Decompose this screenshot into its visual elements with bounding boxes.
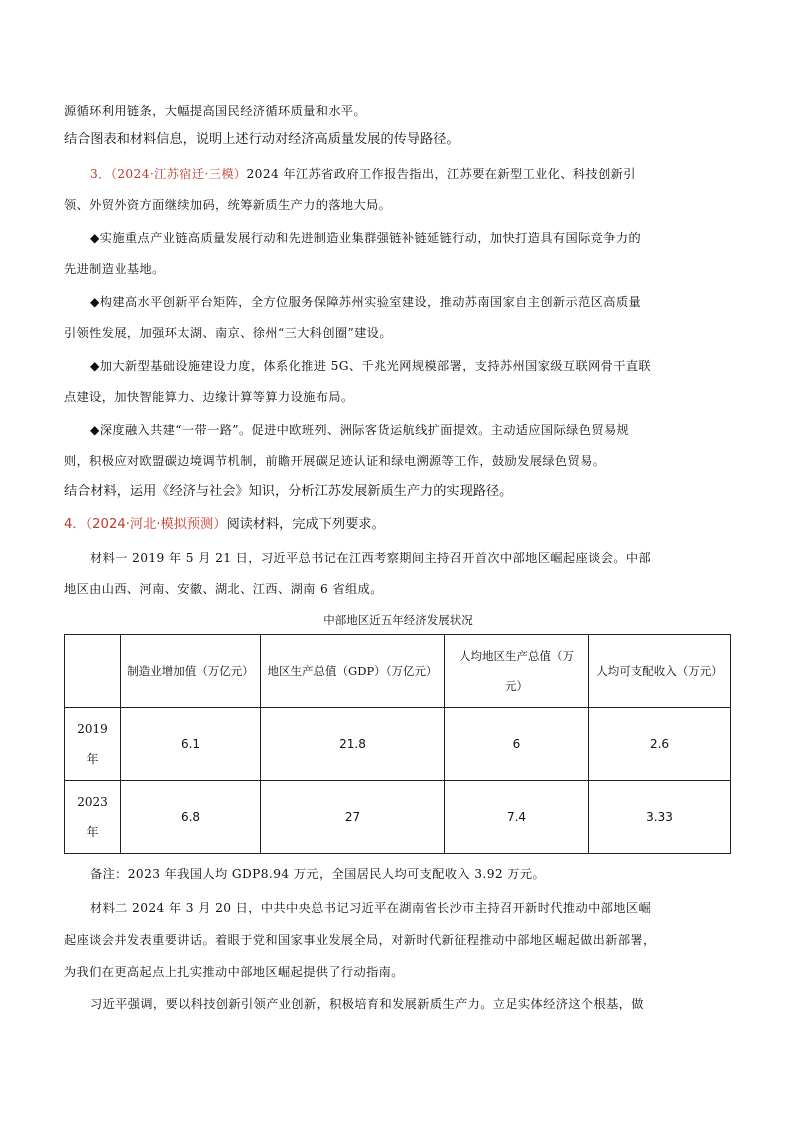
table-cell: 7.4 xyxy=(445,781,589,854)
table-cell: 21.8 xyxy=(261,708,445,781)
material-line: 材料一 2019 年 5 月 21 日，习近平总书记在江西考察期间主持召开首次中部地区崛起座谈会。中部 xyxy=(90,551,652,565)
paragraph-line: 源循环利用链条，大幅提高国民经济循环质量和水平。 xyxy=(64,104,367,118)
material-line: 起座谈会并发表重要讲话。着眼于党和国家事业发展全局，对新时代新征程推动中部地区崛起做出新部署， xyxy=(64,933,656,947)
table-header-cell: 人均可支配收入（万元） xyxy=(589,635,731,708)
table-title: 中部地区近五年经济发展状况 xyxy=(323,613,473,627)
table-cell: 2.6 xyxy=(589,708,731,781)
table-header-cell: 制造业增加值（万亿元） xyxy=(121,635,261,708)
table-cell: 6.8 xyxy=(121,781,261,854)
bullet-line: 点建设，加快智能算力、边缘计算等算力设施布局。 xyxy=(64,390,354,404)
table-row xyxy=(65,781,731,854)
table-header-cell: 地区生产总值（GDP）（万亿元） xyxy=(261,635,445,708)
bullet-line: ◆实施重点产业链高质量发展行动和先进制造业集群强链补链延链行动，加快打造具有国际竞争力的 xyxy=(90,231,642,245)
bullet-line: 引领性发展，加强环太湖、南京、徐州“三大科创圈”建设。 xyxy=(64,326,392,340)
question-source: （2024·江苏宿迁·三模） xyxy=(110,167,247,181)
table-cell: 3.33 xyxy=(589,781,731,854)
economic-data-table xyxy=(64,634,731,854)
question-number: 3． xyxy=(90,167,111,181)
table-header-cell xyxy=(65,635,121,708)
table-year-cell: 2019 年 xyxy=(65,708,121,781)
bullet-line: ◆加大新型基础设施建设力度，体系化推进 5G、千兆光网规模部署，支持苏州国家级互联网骨干直联 xyxy=(90,359,652,373)
material-line: 地区由山西、河南、安徽、湖北、江西、湖南 6 省组成。 xyxy=(64,582,383,596)
question-text: 阅读材料，完成下列要求。 xyxy=(226,517,385,532)
table-cell: 6 xyxy=(445,708,589,781)
material-line: 为我们在更高起点上扎实推动中部地区崛起提供了行动指南。 xyxy=(64,965,404,979)
paragraph-line: 领、外贸外资方面继续加码，统筹新质生产力的落地大局。 xyxy=(64,198,392,212)
question-3-line xyxy=(90,164,732,184)
question-prompt: 结合图表和材料信息，说明上述行动对经济高质量发展的传导路径。 xyxy=(64,132,460,147)
question-number: 4． xyxy=(64,517,86,532)
bullet-line: ◆深度融入共建“一带一路”。促进中欧班列、洲际客货运航线扩面提效。主动适应国际绿色贸易规 xyxy=(90,423,630,437)
table-header-row xyxy=(65,635,731,708)
question-text: 2024 年江苏省政府工作报告指出，江苏要在新型工业化、科技创新引 xyxy=(246,167,636,181)
question-prompt: 结合材料，运用《经济与社会》知识，分析江苏发展新质生产力的实现路径。 xyxy=(64,484,513,499)
table-cell: 6.1 xyxy=(121,708,261,781)
material-line: 材料二 2024 年 3 月 20 日，中共中央总书记习近平在湖南省长沙市主持召开新时代推动中部地区崛 xyxy=(90,901,652,915)
material-line: 习近平强调，要以科技创新引领产业创新，积极培育和发展新质生产力。立足实体经济这个根基，做 xyxy=(90,997,644,1011)
bullet-line: 先进制造业基地。 xyxy=(64,262,165,276)
table-year-cell: 2023 年 xyxy=(65,781,121,854)
table-row xyxy=(65,708,731,781)
question-4-line xyxy=(64,515,732,535)
question-source: （2024·河北·模拟预测） xyxy=(85,517,227,532)
table-cell: 27 xyxy=(261,781,445,854)
table-header-cell: 人均地区生产总值（万元） xyxy=(445,635,589,708)
bullet-line: ◆构建高水平创新平台矩阵，全方位服务保障苏州实验室建设，推动苏南国家自主创新示范区高质量 xyxy=(90,295,642,309)
table-note: 备注：2023 年我国人均 GDP8.94 万元，全国居民人均可支配收入 3.92 万元。 xyxy=(90,867,546,881)
bullet-line: 则，积极应对欧盟碳边境调节机制，前瞻开展碳足迹认证和绿电溯源等工作，鼓励发展绿色贸易。 xyxy=(64,454,606,468)
